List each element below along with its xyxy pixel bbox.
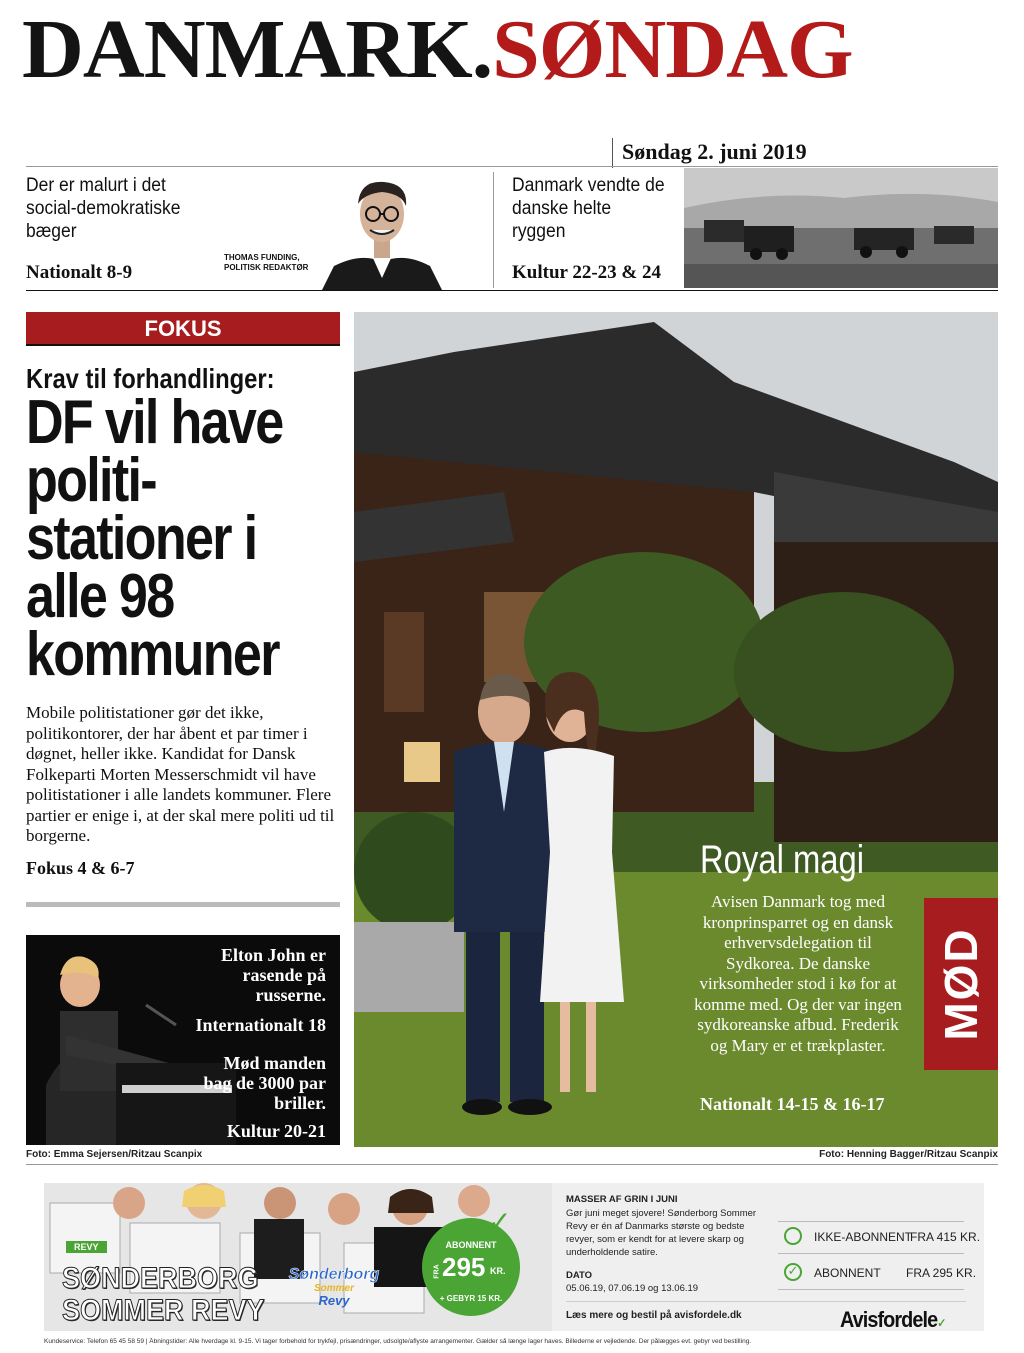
fokus-headline[interactable]: DF vil have politi-stationer i alle 98 kommuner [26, 388, 283, 689]
ad-date-label: DATO [566, 1270, 593, 1281]
teaser-politics[interactable] [26, 174, 226, 243]
revy-title-line2: SOMMER REVY [62, 1294, 265, 1327]
masthead-part1: DANMARK. [22, 3, 493, 96]
columnist-portrait [322, 170, 442, 290]
elton-text-1: Elton John er rasende på russerne. [220, 945, 326, 1005]
revy-logo [278, 1267, 390, 1307]
royal-body: Avisen Danmark tog med kronprinsparret og en dansk erhvervsdelegation til Sydkorea. De danske virksomheder stod i kø for at komme med. Og der var ingen sydkoreanske afbud. Frederik og Mary er et trækplaster. [694, 892, 902, 1055]
teaser-politics-title: Der er malurt i det social-demokratiske bæger [26, 175, 181, 242]
elton-ref-2: Kultur 20-21 [226, 1121, 326, 1141]
fokus-lead: Mobile politistationer gør det ikke, politikontorer, der har åbent et par timer i døgnet, heller ikke. Kandidat for Dansk Folkeparti Morten Messerschmidt vil have politistationer i alle landets kommuner. Flere partier er enige i, at der skal mere politi ud til borgerne. [26, 703, 335, 845]
non-subscriber-price: FRA 415 KR. [910, 1230, 981, 1244]
photo-credit-left: Foto: Emma Sejersen/Ritzau Scanpix [26, 1149, 203, 1160]
masthead-part2: SØNDAG [492, 3, 853, 96]
avisfordele-logo [840, 1307, 945, 1333]
revy-logo-word3: Revy [318, 1293, 350, 1308]
revy-logo-word1: Sønderborg [288, 1266, 380, 1283]
royal-title[interactable]: Royal magi [700, 838, 865, 882]
price-row-bottom-rule [778, 1289, 964, 1290]
teaser-politics-ref: Nationalt 8-9 [26, 262, 133, 283]
teaser-culture-ref: Kultur 22-23 & 24 [512, 262, 662, 283]
dateline: Søndag 2. juni 2019 [612, 138, 807, 168]
non-subscriber-label: IKKE-ABONNENT [814, 1230, 913, 1244]
revy-logo-word2: Sommer [313, 1283, 354, 1294]
elton-text-2: Mød manden bag de 3000 par briller. [203, 1053, 326, 1113]
elton-ref-1: Internationalt 18 [195, 1015, 326, 1035]
leaf-icon: ✓ [937, 1316, 946, 1330]
mod-section-label: MØD [935, 927, 987, 1041]
subscriber-label: ABONNENT [814, 1266, 881, 1280]
war-photo [684, 168, 998, 288]
revy-ad-info[interactable] [552, 1183, 984, 1331]
circle-icon [784, 1227, 802, 1245]
columnist-byline: THOMAS FUNDING, POLITISK REDAKTØR [224, 253, 309, 272]
price-badge-fee: + GEBYR 15 KR. [439, 1294, 503, 1303]
photo-credit-right: Foto: Henning Bagger/Ritzau Scanpix [819, 1149, 998, 1160]
royal-page-ref: Nationalt 14-15 & 16-17 [700, 1094, 885, 1114]
teaser-bottom-rule [26, 290, 998, 291]
price-row-mid-rule [778, 1253, 964, 1254]
customer-service-footer: Kundeservice: Telefon 65 45 58 59 | Åbningstider: Alle hverdage kl. 9-15. Vi tager forbehold for trykfejl, prisændringer, udsolgte/aflyste arrangementer. Gælder så længe lager haves. Billederne er vejledende. Der pålægges evt. gebyr ved bestilling. [44, 1338, 752, 1345]
fokus-label: FOKUS [26, 312, 340, 346]
mod-section-tab[interactable] [924, 898, 998, 1070]
price-badge-kr: KR. [490, 1266, 506, 1276]
price-badge-top: ABONNENT [445, 1240, 497, 1250]
section-divider [26, 902, 340, 907]
ad-heading: MASSER AF GRIN I JUNI [566, 1194, 678, 1205]
revy-title-line1: SØNDERBORG [62, 1262, 259, 1295]
check-circle-icon: ✓ [784, 1263, 802, 1281]
teaser-culture-title: Danmark vendte de danske helte ryggen [512, 175, 665, 242]
fokus-page-ref: Fokus 4 & 6-7 [26, 858, 135, 878]
revy-show-title [62, 1263, 265, 1327]
cta-rule [566, 1301, 966, 1302]
price-row-top-rule [778, 1221, 964, 1222]
subscriber-price: FRA 295 KR. [906, 1266, 977, 1280]
price-badge-amount: 295 [442, 1252, 486, 1282]
ad-cta-link[interactable]: Læs mere og bestil på avisfordele.dk [566, 1310, 742, 1321]
revy-tag: REVY [66, 1241, 107, 1253]
ad-text: Gør juni meget sjovere! Sønderborg Sommer Revy er én af Danmarks største og bedste revyer, som er kendt for at levere skarp og underholdende satire. [566, 1208, 757, 1258]
checkmark-icon: ✓ [488, 1205, 512, 1238]
teaser-culture[interactable] [512, 174, 682, 243]
revy-ad-image[interactable] [44, 1183, 552, 1331]
price-badge-fra: FRA [433, 1264, 441, 1279]
masthead-logo [22, 2, 853, 98]
ad-dates: 05.06.19, 07.06.19 og 13.06.19 [566, 1283, 699, 1294]
elton-john-promo[interactable] [26, 935, 340, 1145]
avisfordele-brand: Avisfordele [840, 1307, 938, 1332]
credits-rule [26, 1164, 998, 1165]
teaser-divider [493, 172, 494, 288]
top-rule [26, 166, 998, 167]
fokus-kicker: Krav til forhandlinger: [26, 363, 275, 394]
